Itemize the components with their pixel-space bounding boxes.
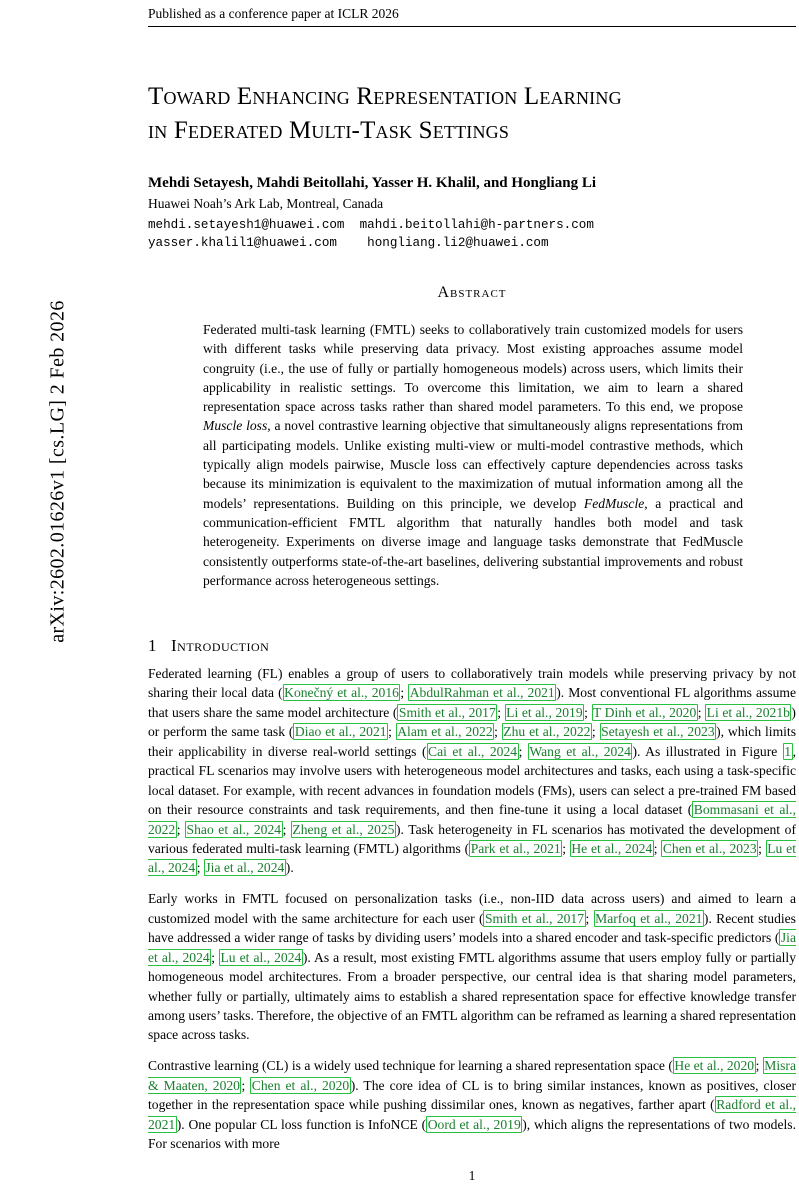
citation-link[interactable]: Chen et al., 2023 xyxy=(662,840,757,856)
abstract-text-2: , a novel contrastive learning objective that simultaneously aligns representations from all participating models. Unlike existing multi-view or multi-model contrastive methods, which typically align models pairwise, Muscle loss can effectively capture dependencies across tasks because its minimization is equivalent to the maximization of mutual information among all the models’ representations. Building on this principle, we develop xyxy=(203,418,743,511)
running-head: Published as a conference paper at ICLR 2026 xyxy=(148,6,399,21)
abstract-text-1: Federated multi-task learning (FMTL) seeks to collaboratively train customized models for users with different tasks while preserving data privacy. Most existing approaches assume model congruity (i.e., the use of fully or partially homogeneous models) across users, which limits their applicability in realistic settings. To overcome this limitation, we aim to learn a shared representation space across tasks rather than shared model parameters. To this end, we propose xyxy=(203,322,743,415)
citation-link[interactable]: Oord et al., 2019 xyxy=(427,1116,521,1132)
section-body xyxy=(148,664,796,1165)
body-text: ). Most conventional FL algorithms assume that users share the same model architecture ( xyxy=(148,685,797,720)
body-text: ) or perform the same task ( xyxy=(148,704,796,740)
body-text: ; xyxy=(697,704,706,720)
body-text: ), which aligns the representations of two models. For scenarios with more xyxy=(148,1116,796,1152)
citation-link[interactable]: Marfoq et al., 2021 xyxy=(595,910,703,926)
body-text: ; xyxy=(282,821,291,837)
affiliation: Huawei Noah’s Ark Lab, Montreal, Canada xyxy=(148,196,384,211)
page-number: 1 xyxy=(468,1168,476,1183)
header-rule xyxy=(148,26,796,27)
body-text: ; xyxy=(211,949,219,965)
section-title: Introduction xyxy=(171,636,270,655)
arxiv-identifier-stamp: arXiv:2602.01626v1 [cs.LG] 2 Feb 2026 xyxy=(46,300,69,643)
body-text: ; xyxy=(241,1077,251,1093)
citation-link[interactable]: He et al., 2020 xyxy=(674,1058,755,1074)
paragraph xyxy=(148,889,796,1045)
paragraph xyxy=(148,664,796,878)
body-text: ). Task heterogeneity in FL scenarios has motivated the development of various federated multi-task learning (FMTL) algorithms ( xyxy=(148,821,796,856)
paragraph xyxy=(148,1056,796,1153)
body-text: ; xyxy=(176,821,186,837)
author-list: Mehdi Setayesh, Mahdi Beitollahi, Yasser H. Khalil, and Hongliang Li xyxy=(148,175,596,191)
email-row-2: yasser.khalil1@huawei.com hongliang.li2@huawei.com xyxy=(148,236,549,251)
body-text: , practical FL scenarios may involve users with heterogeneous model architectures and tasks, each using a task-specific local dataset. For example, with recent advances in foundation models (FMs), users can select a pre-trained FM based on their resource constraints and task requirements, and then fine-tune it using a local dataset ( xyxy=(148,743,796,818)
page-title xyxy=(148,80,796,148)
abstract-text-3: , a practical and communication-efficient FMTL algorithm that naturally handles both model and task heterogeneity. Experiments on diverse image and language tasks demonstrate that FedMuscle consistently outperforms state-of-the-art baselines, delivering substantial improvements and robust performance across heterogeneous settings. xyxy=(203,495,744,588)
citation-link[interactable]: Smith et al., 2017 xyxy=(484,910,585,926)
citation-link[interactable]: Cai et al., 2024 xyxy=(428,743,518,759)
citation-link[interactable]: Park et al., 2021 xyxy=(470,840,561,856)
citation-link[interactable]: Jia et al., 2024 xyxy=(205,860,285,876)
citation-link[interactable]: Misra & Maaten, 2020 xyxy=(148,1058,796,1093)
body-text: ; xyxy=(196,860,204,876)
body-text: ). As a result, most existing FMTL algorithms assume that users employ fully or partially homogeneous model architectures. From a broader perspective, our central idea is that sharing model parameters, whether fully or partially, ultimately aims to establish a shared representation space for effective knowledge transfer among users’ tasks. Therefore, the objective of an FMTL algorithm can be reframed as learning a shared representation space across tasks. xyxy=(148,949,796,1043)
body-text: ; xyxy=(755,1058,763,1074)
body-text: ; xyxy=(400,685,409,701)
abstract-term-fedmuscle: FedMuscle xyxy=(583,495,645,511)
body-text: ; xyxy=(585,910,594,926)
section-number: 1 xyxy=(148,636,157,655)
citation-link[interactable]: Chen et al., 2020 xyxy=(251,1077,350,1093)
body-text: ; xyxy=(494,724,502,740)
citation-link[interactable]: Wang et al., 2024 xyxy=(529,743,631,759)
body-text: Contrastive learning (CL) is a widely used technique for learning a shared representation space ( xyxy=(148,1058,673,1074)
email-row-1: mehdi.setayesh1@huawei.com mahdi.beitollahi@h-partners.com xyxy=(148,218,594,232)
body-text: Early works in FMTL focused on personalization tasks (i.e., non-IID data across users) and aimed to learn a customized model with the same architecture for each user ( xyxy=(148,891,796,926)
body-text: ; xyxy=(653,840,662,856)
citation-link[interactable]: Jia et al., 2024 xyxy=(148,930,796,965)
body-text: Federated learning (FL) enables a group of users to collaboratively train models while preserving privacy by not sharing their local data ( xyxy=(148,666,796,701)
citation-link[interactable]: Li et al., 2019 xyxy=(506,704,583,720)
citation-link[interactable]: Lu et al., 2024 xyxy=(148,840,796,876)
figure-reference-link[interactable]: 1 xyxy=(784,743,792,759)
citation-link[interactable]: Zhu et al., 2022 xyxy=(503,724,591,740)
citation-link[interactable]: Konečný et al., 2016 xyxy=(284,685,399,701)
abstract-heading: Abstract xyxy=(437,284,507,301)
body-text: ; xyxy=(388,724,396,740)
citation-link[interactable]: Lu et al., 2024 xyxy=(220,949,302,965)
body-text: ). One popular CL loss function is InfoNCE ( xyxy=(176,1116,427,1132)
citation-link[interactable]: Diao et al., 2021 xyxy=(294,724,387,740)
page-content xyxy=(148,0,796,1200)
title-line-2: in Federated Multi-Task Settings xyxy=(148,116,510,144)
body-text: ; xyxy=(518,743,528,759)
citation-link[interactable]: Radford et al., 2021 xyxy=(148,1097,796,1132)
citation-link[interactable]: Alam et al., 2022 xyxy=(397,724,493,740)
title-line-1: Toward Enhancing Representation Learning xyxy=(148,83,622,110)
body-text: ; xyxy=(591,724,600,740)
section-heading-introduction xyxy=(148,636,796,656)
body-text: ). xyxy=(285,860,294,876)
body-text: ). Recent studies have addressed a wider range of tasks by dividing users’ models into a shared encoder and task-specific predictors ( xyxy=(148,910,796,946)
citation-link[interactable]: Zheng et al., 2025 xyxy=(292,821,395,837)
citation-link[interactable]: Setayesh et al., 2023 xyxy=(601,724,715,740)
author-emails xyxy=(148,216,796,253)
body-text: ). The core idea of CL is to bring similar instances, known as positives, closer together in the representation space while pushing dissimilar ones, known as negatives, farther apart ( xyxy=(148,1077,796,1113)
citation-link[interactable]: Shao et al., 2024 xyxy=(186,821,282,837)
citation-link[interactable]: T Dinh et al., 2020 xyxy=(593,704,697,720)
citation-link[interactable]: Bommasani et al., 2022 xyxy=(148,802,796,837)
citation-link[interactable]: AbdulRahman et al., 2021 xyxy=(409,685,555,701)
body-text: ). As illustrated in Figure xyxy=(632,743,783,759)
body-text: ; xyxy=(584,704,592,720)
citation-link[interactable]: He et al., 2024 xyxy=(571,840,653,856)
body-text: ; xyxy=(497,704,505,720)
citation-link[interactable]: Li et al., 2021b xyxy=(706,704,790,720)
citation-link[interactable]: Smith et al., 2017 xyxy=(398,704,496,720)
body-text: ; xyxy=(758,840,766,856)
abstract-term-muscle-loss: Muscle loss xyxy=(203,418,268,434)
abstract-body xyxy=(203,320,743,590)
body-text: ), which limits their applicability in diverse real-world settings ( xyxy=(148,724,796,759)
body-text: ; xyxy=(562,840,570,856)
